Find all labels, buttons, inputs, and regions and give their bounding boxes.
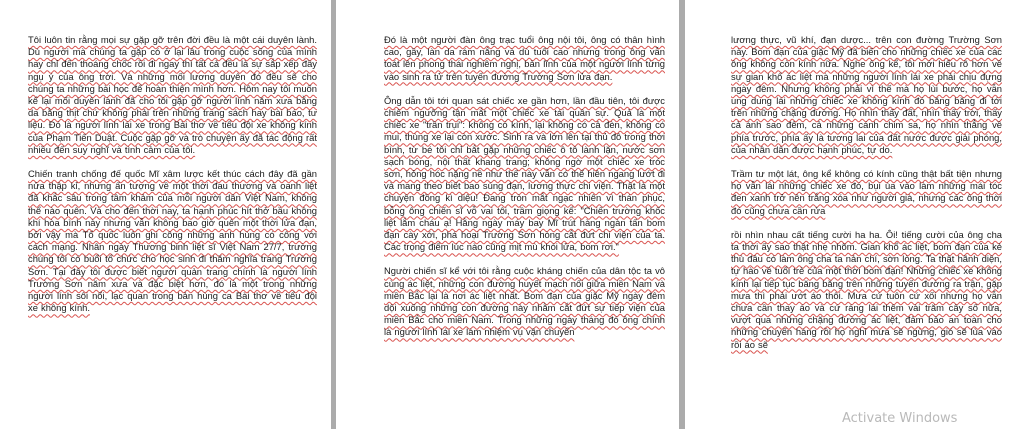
document-page-3[interactable]: [685, 0, 1024, 429]
document-page-2[interactable]: [336, 0, 679, 429]
page2-paragraph-2: Ông dẫn tôi tới quan sát chiếc xe gần hơn, lần đầu tiên, tôi được chiêm ngưỡng tận mắt một chiếc xe tái quân sự. Quả là một chiếc xe "trần trụi": không có kính, lại không có cả đèn, không có mui, thùng xe lại còn xước. Sinh ra và lớn lên tại thủ đô trong thời bình, từ bé tôi chỉ bắt gặp những chiếc ô tô lành lặn, nước sơn sạch bóng, nội thất khang trang; không ngờ một chiếc xe tróc sơn, hỏng hóc nặng nề như thế này vẫn có thể hiên ngang lướt đi và mang theo biết bao súng đạn, lương thực chi viện. Thật là một chuyện đồng kì diệu! Đang tròn mắt ngạc nhiên vì thán phục, bỗng ông chiến sĩ vỗ vai tôi, trầm giọng kể: "Chiến trường khốc liệt lắm cháu ạ! Hằng ngày máy bay Mĩ trút hàng ngàn tấn bom đạn cày xới, phá hoại Trường Sơn hòng cắt đứt chi viện của ta. Các trọng điểm lúc nào cũng mịt mù khói lửa, bom rơi.": [384, 94, 665, 253]
page3-paragraph-3: rồi nhìn nhau cất tiếng cười ha ha. Ôi! tiếng cười của ông cha ta thời ấy sao thật nhẹ nhõm. Gian khổ ác liệt, bom đạn của kẻ thù đâu có làm ông cha ta nản chí, sờn lòng. Ta thật hãnh diện, tự hào về tuổi trẻ của một thời bom đạn! Những chiếc xe không kính lại tiếp tục băng băng trên những tuyến đường ra trận, gặp mưa thì phải ướt áo thôi. Mưa cứ tuôn cứ xối nhưng họ vẫn chưa cần thay áo và cứ ráng lái thêm vài trăm cây số nữa, vượt qua những chặng đường ác liệt, đảm bảo an toàn cho những chuyến hàng rồi họ nghỉ mưa sẽ ngừng, gió sẽ lùa vào rồi áo sẽ: [731, 228, 1002, 350]
page1-paragraph-2: Chiến tranh chống đế quốc Mĩ xâm lược kết thúc cách đây đã gần nửa thập kỉ, nhưng ấn tượng về một thời đau thương và oanh liệt đã khắc sâu trong tâm khảm của mỗi người dân Việt Nam, không thể nào quên. Và cho đến thời nay, ta hạnh phúc hít thở bầu không khí hòa bình này nhưng vẫn không bao giờ quên một thời lửa đạn, bởi vậy mà Tổ quốc luôn ghi công những anh hùng có công với cách mạng. Nhân ngày Thương binh liệt sĩ Việt Nam 27/7, trường chúng tôi có buổi tổ chức cho học sinh đi thăm nghĩa trang Trường Sơn. Tại đây tôi được biết người quản trang chính là người lính Trường Sơn năm xưa và đặc biệt hơn, đó là một trong những người lính sôi nổi, lạc quan trong bản hùng ca Bài thơ về tiểu đội xe không kính.: [28, 168, 317, 314]
activate-windows-watermark: Activate Windows: [842, 411, 958, 426]
page2-paragraph-1: Đó là một người đàn ông trạc tuổi ông nội tôi, ông có thân hình cao, gầy, làn da rám nắng và dù tuổi cao nhưng trong ông vẫn toát lên phong thái nghiêm nghị, bản lĩnh của một người lính từng vào sinh ra tử trên tuyến đường Trường Sơn lửa đạn.: [384, 34, 665, 82]
page2-paragraph-3: Người chiến sĩ kể với tôi rằng cuộc kháng chiến của dân tộc ta vô cùng ác liệt, những con đường huyết mạch nối giữa miền Nam và miền Bắc lại là nơi ác liệt nhất. Bom đạn của giặc Mỹ ngày đêm dội xuống những con đường này nhằm cắt đứt sự tiếp viện của miền Bắc cho miền Nam. Trong những ngày tháng đó ông chính là người lính lái xe làm nhiệm vụ vận chuyển: [384, 265, 665, 338]
page3-paragraph-1: lương thực, vũ khí, đạn dược... trên con đường Trường Sơn này. Bom đạn của giặc Mỹ đã biến cho những chiếc xe của các ông không còn kính nữa. Nghe ông kể, tôi mới hiểu rõ hơn về sự gian khổ ác liệt mà những người lính lái xe phải chịu đựng ngày đêm. Nhưng không phải vì thế mà họ lùi bước, họ vẫn ung dung lái những chiếc xe không kính đó băng băng đi tới trên những chặng đường. Họ nhìn thấy đất, nhìn thấy trời, thấy cả ánh sao đêm, cả những cánh chim sa, họ nhìn thẳng về phía trước, phía ấy là tương lai của đất nước được giải phóng, của nhân dân được hạnh phúc, tự do.: [731, 34, 1002, 155]
document-page-1[interactable]: [0, 0, 331, 429]
page1-paragraph-1: Tôi luôn tin rằng mọi sự gặp gỡ trên đời đều là một cái duyên lành. Dù người mà chúng ta gặp có ở lại lâu trong cuộc sống của mình hay chỉ đến thoáng chốc rồi đi ngay thì tất cả đều là sự sắp xếp đầy ngụ ý của ông trời. Và những mối lương duyên đó đều sẽ cho chúng ta những bài học để hoàn thiện mình hơn. Hôm nay tôi muốn kể lại mối duyên lành đã cho tôi gặp gỡ người lính năm xưa bằng da bằng thịt chứ không phải trên những trang sách hay bài báo, tư liệu. Đó là người lính lái xe trong Bài thơ về tiểu đội xe không kính của Phạm Tiến Duật. Cuộc gặp gỡ và trò chuyện ấy đã tác động rất nhiều đến suy nghĩ và tình cảm của tôi.: [28, 34, 317, 155]
page3-paragraph-2: Trầm tư một lát, ông kể không có kính cũng thật bất tiện nhưng họ vẫn lái những chiếc xe đó, bụi ùa vào làm những mái tóc đen xanh trở nên trắng xóa như người già, nhưng các ông thời đó cũng chưa cần rửa: [731, 168, 1002, 216]
